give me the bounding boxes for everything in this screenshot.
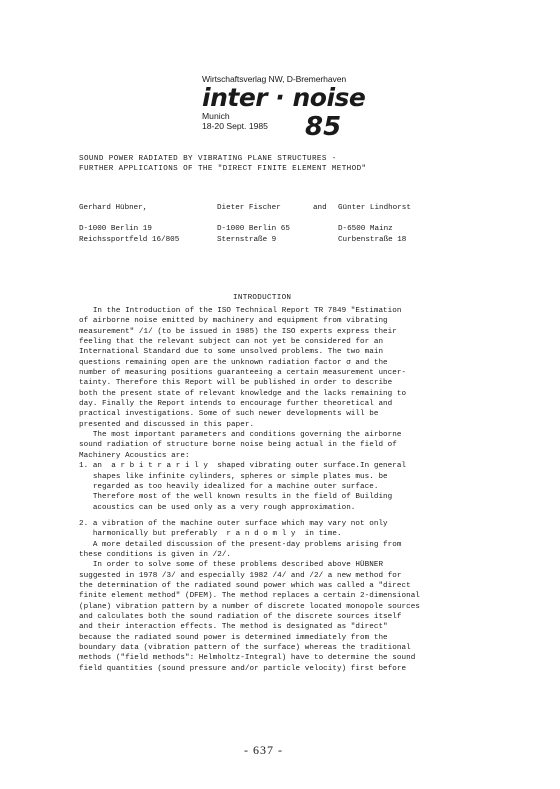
body-line: sound radiation of structure borne noise being actual in the field of	[79, 441, 397, 450]
body-line: shapes like infinite cylinders, spheres or simple plates mus. be	[79, 472, 388, 481]
body-line: harmonically but preferably r a n d o m l y in time.	[79, 530, 342, 539]
body-line: these conditions is given in /2/.	[79, 550, 232, 559]
body-line: suggested in 1978 /3/ and especially 1982 /4/ and /2/ a new method for	[79, 571, 402, 580]
logo-text: inter · noise	[202, 83, 366, 112]
publisher-line: Wirtschaftsverlag NW, D-Bremerhaven	[202, 74, 347, 84]
conference-logo	[202, 85, 402, 111]
body-line: methods ("field methods": Helmholtz-Integral) have to determine the sound	[79, 654, 416, 663]
author-1	[79, 203, 179, 245]
body-line: Therefore most of the well known results in the field of Building	[79, 493, 393, 502]
body-text	[79, 306, 509, 674]
conference-dates: 18-20 Sept. 1985	[202, 121, 268, 131]
body-line: 1. an a r b i t r a r i l y shaped vibrating outer surface.In general	[79, 462, 407, 471]
author-address-2: Curbenstraße 18	[338, 235, 407, 244]
conference-city: Munich	[202, 111, 230, 121]
conference-header	[202, 74, 402, 142]
body-line: of airborne noise emitted by machinery and equipment from vibrating	[79, 317, 388, 326]
author-address-2: Reichssportfeld 16/805	[79, 235, 180, 244]
body-line: The most important parameters and conditions governing the airborne	[79, 431, 402, 440]
body-line: the determination of the radiated sound power which was called a "direct	[79, 581, 411, 590]
body-line: questions remaining open are the unknown radiation factor σ and the	[79, 358, 388, 367]
and-word: and	[313, 204, 327, 212]
body-line: regarded as too heavily idealized for a machine outer surface.	[79, 482, 379, 491]
author-address-1: D-6500 Mainz	[338, 225, 393, 234]
body-line: both the present state of relevant knowledge and the lacks remaining to	[79, 389, 407, 398]
body-line: measurement" /1/ (to be issued in 1985) the ISO experts express their	[79, 327, 397, 336]
body-line: Machinery Acoustics are:	[79, 451, 190, 460]
author-address-2: Sternstraße 9	[217, 235, 277, 244]
author-name: Günter Lindhorst	[338, 204, 411, 212]
body-line: finite element method" (DFEM). The method replaces a certain 2-dimensional	[79, 592, 420, 601]
conference-year: 85	[305, 112, 342, 142]
body-line: A more detailed discussion of the present-day problems arising from	[79, 540, 402, 549]
author-2	[217, 203, 290, 245]
title-line-1: SOUND POWER RADIATED BY VIBRATING PLANE STRUCTURES -	[79, 155, 337, 163]
paper-title	[79, 154, 367, 175]
author-name: Gerhard Hübner,	[79, 204, 148, 212]
body-line: (plane) vibration pattern by a number of discrete located monopole sources	[79, 602, 420, 611]
body-line: presented and discussed in this paper.	[79, 420, 255, 429]
author-name: Dieter Fischer	[217, 204, 281, 212]
body-line: number of measuring positions guaranteeing a certain measurement uncer-	[79, 369, 407, 378]
body-line: and calculates both the sound radiation of the discrete sources itself	[79, 612, 402, 621]
title-line-2: FURTHER APPLICATIONS OF THE "DIRECT FINITE ELEMENT METHOD"	[79, 165, 367, 174]
body-line: In order to solve some of these problems described above HÜBNER	[79, 561, 384, 570]
author-3	[338, 203, 411, 245]
body-line: acoustics can be used only as a very rough approximation.	[79, 503, 356, 512]
body-line: practical investigations. Some of such newer developments will be	[79, 410, 379, 419]
body-line: tainty. Therefore this Report will be published in order to describe	[79, 379, 393, 388]
body-line: feeling that the relevant subject can not yet be considered for an	[79, 338, 384, 347]
body-line: International Standard due to some unsolved problems. The two main	[79, 348, 384, 357]
author-address-1: D-1000 Berlin 65	[217, 225, 290, 234]
body-line: boundary data (vibration pattern of the surface) whereas the traditional	[79, 644, 411, 652]
body-line: and their interaction effects. The method is designated as "direct"	[79, 623, 388, 632]
page-number: - 637 -	[244, 743, 283, 757]
body-line: In the Introduction of the ISO Technical Report TR 7849 "Estimation	[79, 307, 402, 315]
author-address-1: D-1000 Berlin 19	[79, 225, 152, 234]
body-line: day. Finally the Report intends to encourage further theoretical and	[79, 400, 393, 409]
section-heading: INTRODUCTION	[233, 294, 292, 302]
body-line: field quantities (sound pressure and/or particle velocity) first before	[79, 664, 407, 673]
body-line: because the radiated sound power is determined immediately from the	[79, 633, 388, 642]
body-line: 2. a vibration of the machine outer surface which may vary not only	[79, 519, 388, 528]
